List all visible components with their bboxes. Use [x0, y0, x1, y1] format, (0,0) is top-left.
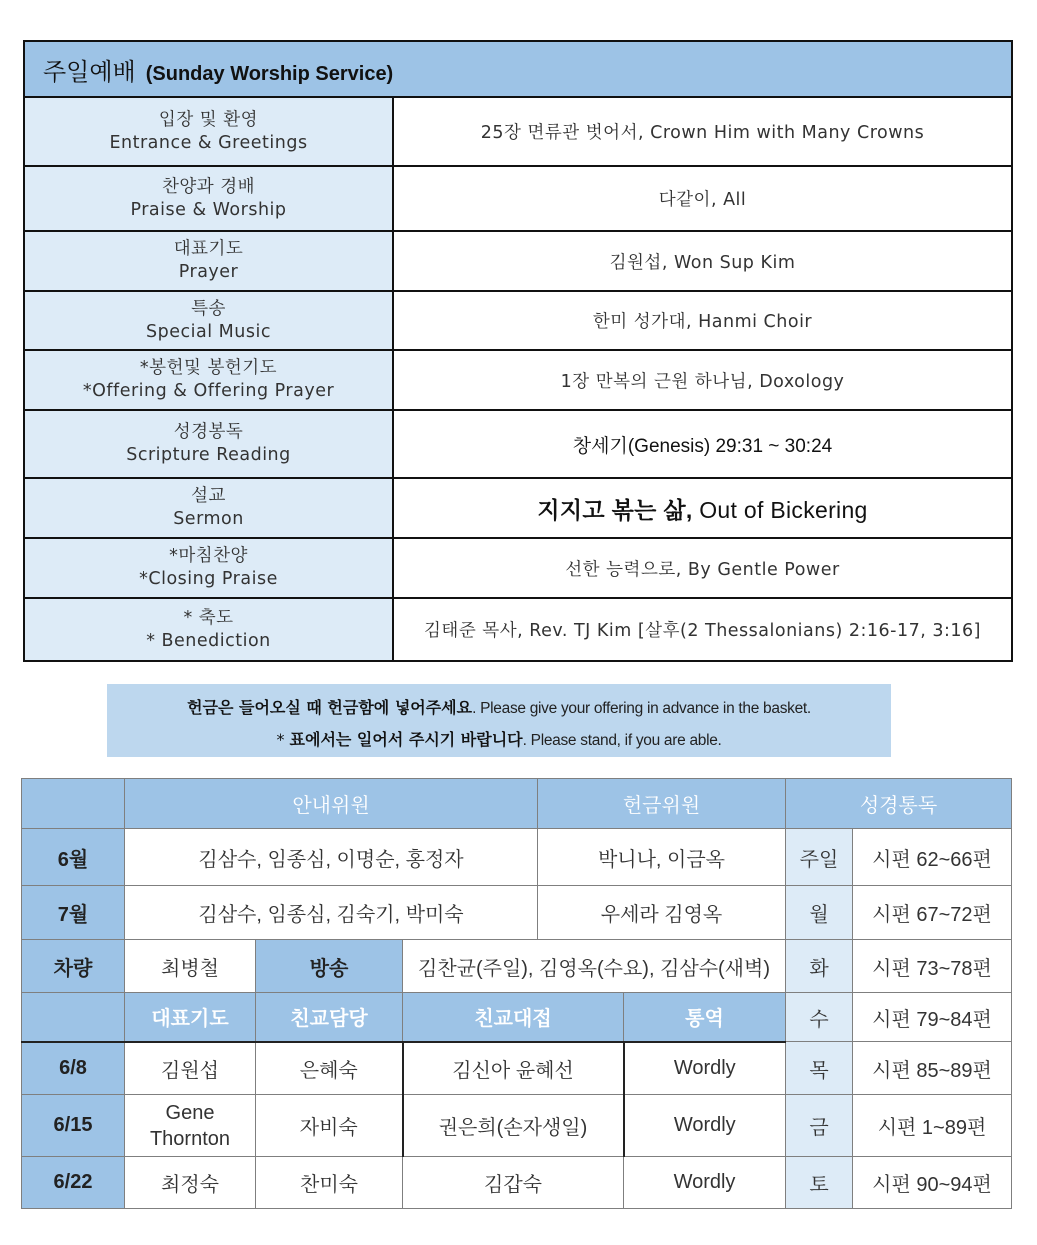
week-interpretation: Wordly [624, 1095, 786, 1157]
worship-row-value: 창세기(Genesis) 29:31 ~ 30:24 [393, 410, 1012, 478]
reading-day: 수 [786, 993, 853, 1042]
week-hosting: 김갑숙 [403, 1157, 624, 1209]
vehicle-label: 차량 [22, 940, 125, 993]
label-en: Special Music [146, 321, 271, 342]
label-en: Sermon [173, 509, 244, 529]
ushers-names: 김삼수, 임종심, 이명순, 홍정자 [125, 829, 538, 886]
sub-header-interpretation: 통역 [624, 993, 786, 1042]
note-line-2-ko: 표에서는 일어서 주시기 바랍니다 [289, 730, 523, 749]
sub-header-prayer: 대표기도 [125, 993, 256, 1042]
label-ko: 찬양과 경배 [161, 176, 256, 197]
worship-row [24, 291, 1012, 350]
worship-row-value [393, 478, 1012, 538]
header-blank [22, 779, 125, 829]
sermon-title-en: Out of Bickering [692, 496, 868, 523]
month-label: 6월 [22, 829, 125, 886]
label-en: Prayer [178, 262, 239, 282]
label-en: Entrance & Greetings [109, 132, 308, 153]
week-row [22, 1095, 1012, 1157]
prayer-name-line-1: Gene [165, 1101, 215, 1124]
worship-row-value: 김원섭, Won Sup Kim [393, 231, 1012, 291]
worship-title [24, 41, 1012, 97]
week-date: 6/15 [22, 1095, 125, 1157]
worship-row-value: 선한 능력으로, By Gentle Power [393, 538, 1012, 598]
worship-row-label [24, 410, 393, 478]
worship-row-label [24, 350, 393, 410]
week-interpretation: Wordly [624, 1042, 786, 1095]
week-prayer: 김원섭 [125, 1042, 256, 1095]
prayer-name-line-2: Thornton [149, 1127, 231, 1150]
week-fellowship: 은혜숙 [256, 1042, 403, 1095]
label-en: *Offering & Offering Prayer [82, 381, 335, 401]
worship-row [24, 231, 1012, 291]
worship-row-value: 김태준 목사, Rev. TJ Kim [살후(2 Thessalonians) 2:16-17, 3:16] [393, 598, 1012, 661]
label-en: *Closing Praise [139, 569, 278, 589]
label-ko: * 축도 [183, 607, 234, 628]
worship-row-value: 한미 성가대, Hanmi Choir [393, 291, 1012, 350]
worship-row-value: 다같이, All [393, 166, 1012, 231]
worship-row-label [24, 166, 393, 231]
label-ko: *봉헌및 봉헌기도 [139, 358, 278, 378]
worship-row-label [24, 291, 393, 350]
broadcast-names: 김찬균(주일), 김영옥(수요), 김삼수(새벽) [403, 940, 786, 993]
header-ushers: 안내위원 [125, 779, 538, 829]
worship-title-row [24, 41, 1012, 97]
note-line-2-en: . Please stand, if you are able. [522, 732, 722, 749]
reading-day: 주일 [786, 829, 853, 886]
week-fellowship: 자비숙 [256, 1095, 403, 1157]
note-asterisk: * [276, 730, 290, 749]
worship-row-label [24, 478, 393, 538]
week-interpretation: Wordly [624, 1157, 786, 1209]
broadcast-label: 방송 [256, 940, 403, 993]
worship-row-label [24, 598, 393, 661]
month-row [22, 829, 1012, 886]
week-date: 6/22 [22, 1157, 125, 1209]
label-en: Scripture Reading [126, 445, 291, 465]
offering-names: 우세라 김영옥 [538, 886, 786, 940]
worship-row [24, 478, 1012, 538]
week-hosting: 김신아 윤혜선 [403, 1042, 624, 1095]
sub-header-fellowship: 친교담당 [256, 993, 403, 1042]
sermon-title-ko: 지지고 볶는 삶, [537, 496, 693, 523]
worship-row-value: 1장 만복의 근원 하나님, Doxology [393, 350, 1012, 410]
week-date: 6/8 [22, 1042, 125, 1095]
sub-header-blank [22, 993, 125, 1042]
week-row [22, 1157, 1012, 1209]
label-ko: *마침찬양 [169, 546, 248, 566]
note-line-1-ko: 헌금은 들어오실 때 헌금함에 넣어주세요 [187, 698, 473, 717]
label-en: * Benediction [146, 630, 271, 651]
reading-day: 토 [786, 1157, 853, 1209]
worship-row [24, 350, 1012, 410]
note-line-1 [107, 692, 891, 724]
reading-text: 시편 90~94편 [853, 1157, 1012, 1209]
label-ko: 특송 [191, 298, 226, 319]
schedule-header-row [22, 779, 1012, 829]
label-ko: 입장 및 환영 [158, 109, 259, 130]
note-line-1-en: . Please give your offering in advance in the basket. [472, 700, 811, 717]
worship-row-value: 25장 면류관 벗어서, Crown Him with Many Crowns [393, 97, 1012, 166]
reading-text: 시편 67~72편 [853, 886, 1012, 940]
vehicle-row [22, 940, 1012, 993]
label-en: Praise & Worship [130, 199, 287, 220]
worship-row [24, 97, 1012, 166]
offering-note [107, 684, 891, 757]
reading-text: 시편 73~78편 [853, 940, 1012, 993]
header-offering: 헌금위원 [538, 779, 786, 829]
vehicle-name: 최병철 [125, 940, 256, 993]
worship-title-en: (Sunday Worship Service) [145, 62, 394, 85]
reading-text: 시편 62~66편 [853, 829, 1012, 886]
worship-row-label [24, 538, 393, 598]
week-hosting: 권은희(손자생일) [403, 1095, 624, 1157]
sub-header-row [22, 993, 1012, 1042]
worship-row-label [24, 97, 393, 166]
label-ko: 성경봉독 [173, 422, 244, 442]
worship-row [24, 166, 1012, 231]
offering-names: 박니나, 이금옥 [538, 829, 786, 886]
ushers-names: 김삼수, 임종심, 김숙기, 박미숙 [125, 886, 538, 940]
worship-order-table [23, 40, 1013, 662]
header-bible-reading: 성경통독 [786, 779, 1012, 829]
worship-row-label [24, 231, 393, 291]
note-line-2 [107, 724, 891, 756]
reading-day: 목 [786, 1042, 853, 1095]
reading-text: 시편 79~84편 [853, 993, 1012, 1042]
worship-row [24, 410, 1012, 478]
reading-text: 시편 1~89편 [853, 1095, 1012, 1157]
worship-title-ko: 주일예배 [43, 57, 136, 86]
month-label: 7월 [22, 886, 125, 940]
schedule-table [21, 778, 1012, 1209]
sub-header-hosting: 친교대접 [403, 993, 624, 1042]
worship-row [24, 598, 1012, 661]
month-row [22, 886, 1012, 940]
week-row [22, 1042, 1012, 1095]
reading-text: 시편 85~89편 [853, 1042, 1012, 1095]
reading-day: 월 [786, 886, 853, 940]
reading-day: 화 [786, 940, 853, 993]
worship-row [24, 538, 1012, 598]
week-fellowship: 찬미숙 [256, 1157, 403, 1209]
reading-day: 금 [786, 1095, 853, 1157]
week-prayer [125, 1095, 256, 1157]
label-ko: 대표기도 [173, 239, 244, 259]
label-ko: 설교 [191, 486, 226, 506]
week-prayer: 최정숙 [125, 1157, 256, 1209]
